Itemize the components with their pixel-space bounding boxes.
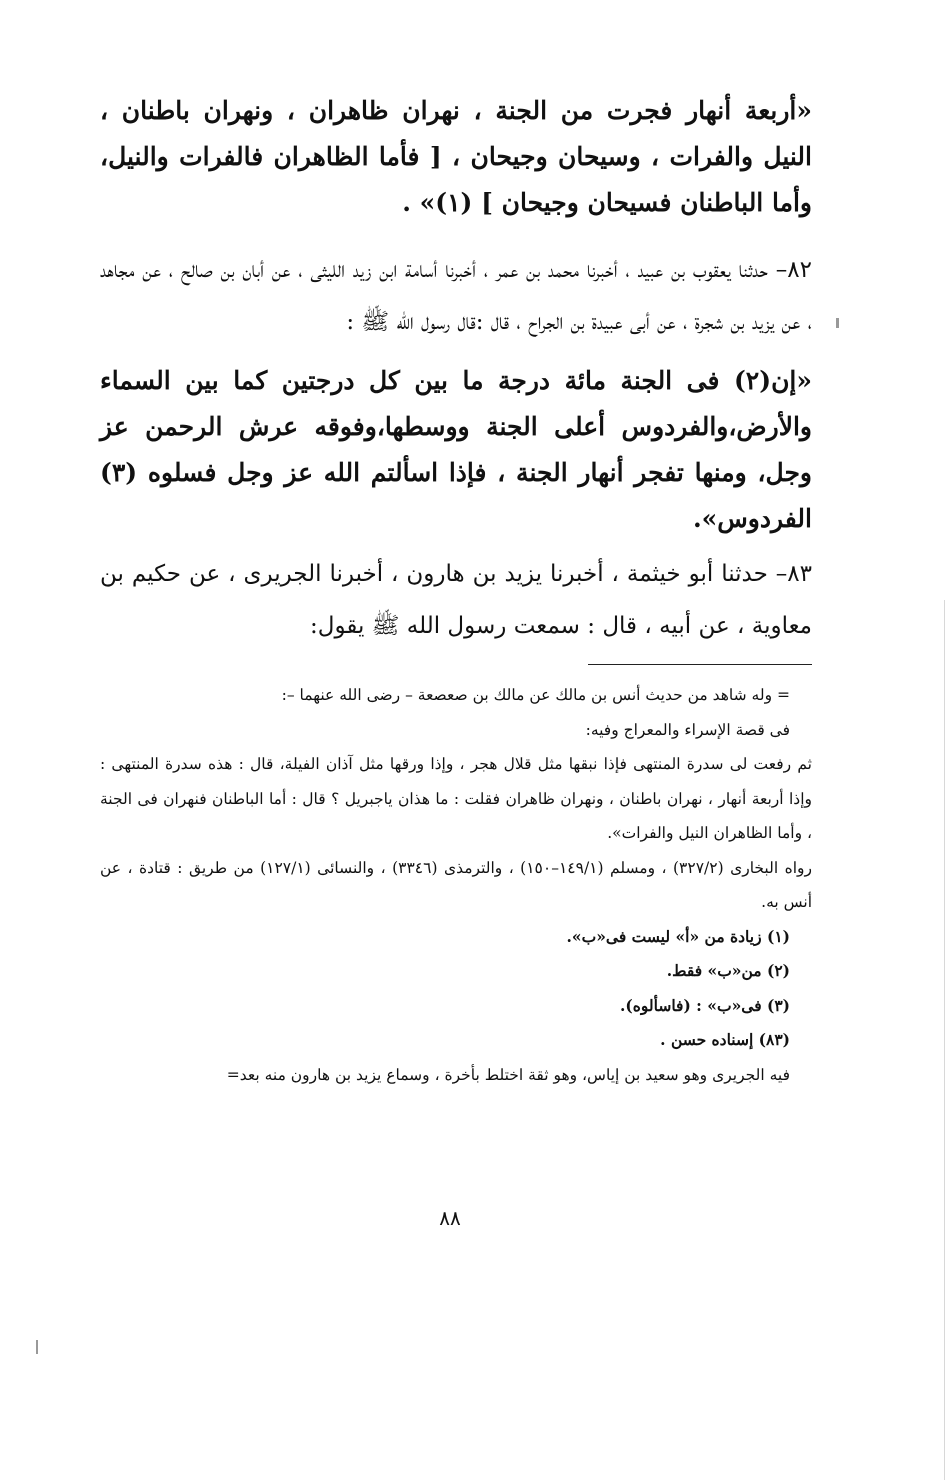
hadith-four-rivers: «أربعة أنهار فجرت من الجنة ، نهران ظاهران ، ونهران باطنان ، النيل والفرات ، وسيحان وجيحان ، [ فأما الظاهران فالفرات والنيل، وأما الباطنان فسيحان وجيحان ] (١)» .: [100, 96, 812, 217]
footnote-note-1: (١) زيادة من «أ» ليست فى«ب».: [566, 926, 790, 946]
footnotes-section: [100, 678, 812, 1092]
footnote-divider: [588, 664, 812, 665]
footnote-sources: رواه البخارى (٣٢٧/٢) ، ومسلم (١٤٩/١–١٥٠) ، والترمذى (٣٣٤٦) ، والنسائى (١٢٧/١) من طريق : قتادة ، عن أنس به.: [100, 858, 812, 911]
page-number: ٨٨: [439, 1206, 461, 1230]
footnote-continuation-2: فى قصة الإسراء والمعراج وفيه:: [585, 720, 790, 739]
narration-83: ٨٣– حدثنا أبو خيثمة ، أخبرنا يزيد بن هارون ، أخبرنا الجريرى ، عن حكيم بن معاوية ، عن أبيه ، قال : سمعت رسول الله ﷺ يقول:: [100, 561, 812, 639]
footnote-note-2: (٢) من«ب» فقط.: [666, 961, 790, 980]
footnote-note-3: (٣) فى«ب» : (فاسألوه).: [620, 995, 790, 1015]
narration-82: ٨٢– حدثنا يعقوب بن عبيد ، أخبرنا محمد بن عمر ، أخبرنا أسامة ابن زيد الليثى ، عن أبان بن صالح ، عن مجاهد ، عن يزيد بن شجرة ، عن أبى عبيدة بن الجراح ، قال :قال رسول الله ﷺ :: [100, 257, 812, 335]
scan-edge-line: [944, 600, 945, 1480]
scan-speck: [836, 318, 839, 328]
footnote-continuation-1: = وله شاهد من حديث أنس بن مالك عن مالك بن صعصعة – رضى الله عنهما –:: [281, 686, 790, 704]
footnote-quote: ثم رفعت لى سدرة المنتهى فإذا نبقها مثل قلال هجر ، وإذا ورقها مثل آذان الفيلة، قال : هذه سدرة المنتهى : وإذا أربعة أنهار ، نهران باطنان ، ونهران ظاهران فقلت : ما هذان ياجبريل ؟ قال : أما الباطنان فنهران فى الجنة ، وأما الظاهران النيل والفرات».: [100, 755, 812, 842]
footnote-last-line: فيه الجريرى وهو سعيد بن إياس، وهو ثقة اختلط بأخرة ، وسماع يزيد بن هارون منه بعد=: [226, 1065, 790, 1084]
hadith-hundred-levels: «إن(٢) فى الجنة مائة درجة ما بين كل درجتين كما بين السماء والأرض،والفردوس أعلى الجنة ووسطها،وفوقه عرش الرحمن عز وجل، ومنها تفجر أنهار الجنة ، فإذا اسألتم الله عز وجل فسلوه (٣) الفردوس».: [100, 366, 812, 533]
footnote-note-83: (٨٣) إسناده حسن .: [660, 1030, 790, 1049]
main-text: [100, 88, 812, 658]
scan-speck: [36, 1340, 38, 1354]
